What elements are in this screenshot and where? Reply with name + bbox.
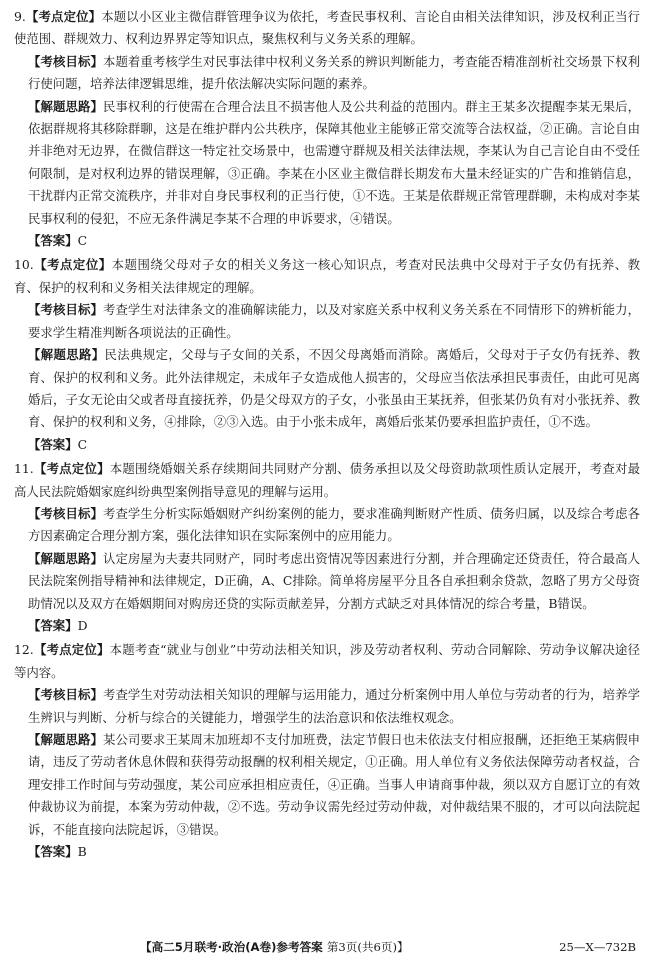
answer-value: B [77, 844, 87, 860]
section-label: 【考点定位】 [33, 461, 110, 477]
section-label: 【考核目标】 [28, 687, 103, 703]
section-text: 本题围绕婚姻关系存续期间共同财产分割、债务承担以及父母资助款项性质认定展开，考查对最高人民法院婚姻家庭纠纷典型案例指导意见的理解与运用。 [14, 461, 641, 499]
section-text: 民事权利的行使需在合理合法且不损害他人及公共利益的范围内。群主王某多次提醒李某无果后，依据群规将其移除群聊，这是在维护群内公共秩序，保障其他业主能够正常交流等合法权益，②正确。言论自由并非绝对无边界，在微信群这一特定社交场景中，也需遵守群规及相关法律法规，李某认为自己言论自由不受任何限制，是对权利边界的错误理解，③正确。李某在小区业主微信群长期发布大量未经证实的广告和推销信息，干扰群内正常交流秩序，并非对自身民事权利的正当行使，①不选。王某是依群规正常管理群聊，未构成对李某民事权利的侵犯，不应无条件满足李某不合理的申诉要求，④错误。 [28, 98, 641, 226]
explanation-paragraph [14, 458, 640, 503]
explanation-paragraph [14, 684, 640, 729]
question-number: 9. [14, 9, 26, 24]
section-text: 某公司要求王某周末加班却不支付加班费，法定节假日也未依法支付相应报酬，还拒绝王某病假申请，违反了劳动者休息休假和获得劳动报酬的权利相关规定，①正确。用人单位有义务依法保障劳动者权益，合理安排工作时间与劳动强度，某公司应承担相应责任，④正确。当事人申请商事仲裁，须以双方自愿订立的有效仲裁协议为前提，本案为劳动仲裁，②不选。劳动争议需先经过劳动仲裁，对仲裁结果不服的，才可以向法院起诉，不能直接向法院起诉，③错误。 [28, 732, 641, 837]
question-number: 10. [14, 257, 34, 273]
section-text: 考查学生对法律条文的准确解读能力，以及对家庭关系中权利义务关系在不同情形下的辨析能力，要求学生精准判断各项说法的正确性。 [28, 302, 641, 340]
footer-title-text: 【高二5月联考·政治(A卷)参考答案 [140, 940, 323, 954]
section-text: 本题考查“就业与创业”中劳动法相关知识，涉及劳动者权利、劳动合同解除、劳动争议解决途径等内容。 [14, 642, 640, 680]
answer-label: 【答案】 [28, 436, 78, 452]
footer-title [140, 936, 409, 958]
question-number: 11. [14, 461, 34, 477]
section-label: 【解题思路】 [28, 550, 103, 566]
answer-line [14, 615, 640, 637]
explanation-paragraph [14, 503, 640, 548]
section-label: 【解题思路】 [28, 98, 103, 114]
answer-document [14, 6, 640, 865]
section-label: 【考核目标】 [28, 53, 103, 69]
answer-label: 【答案】 [28, 844, 78, 860]
question-block [14, 6, 640, 252]
answer-line [14, 434, 640, 456]
explanation-paragraph [14, 729, 640, 841]
explanation-paragraph [14, 548, 640, 615]
answer-label: 【答案】 [28, 617, 78, 633]
answer-line [14, 841, 640, 863]
section-text: 考查学生对劳动法相关知识的理解与运用能力，通过分析案例中用人单位与劳动者的行为，培养学生辨识与判断、分析与综合的关键能力，增强学生的法治意识和依法维权观念。 [28, 687, 641, 725]
question-block [14, 639, 640, 863]
explanation-paragraph [14, 6, 640, 51]
section-label: 【考核目标】 [28, 302, 103, 318]
answer-value: C [77, 436, 88, 452]
section-label: 【解题思路】 [28, 732, 103, 747]
footer-code: 25—X—732B [559, 940, 636, 954]
section-text: 民法典规定，父母与子女间的关系，不因父母离婚而消除。离婚后，父母对于子女仍有抚养、教育、保护的权利和义务。此外法律规定，未成年子女造成他人损害的，父母应当依法承担民事责任，由此可见离婚后，子女无论由父或者母直接抚养，仍是父母双方的子女，小张虽由王某抚养，但张某仍负有对小张抚养、教育、保护的权利和义务，④排除，②③入选。由于小张未成年，离婚后张某仍要承担监护责任，①不选。 [28, 347, 641, 430]
section-text: 认定房屋为夫妻共同财产，同时考虑出资情况等因素进行分割，并合理确定还贷责任，符合最高人民法院案例指导精神和法律规定，D正确，A、C排除。简单将房屋平分且各自承担剩余贷款，忽略了男方父母资助情况以及双方在婚姻期间对购房还贷的实际贡献差异，分割方式缺乏对具体情况的综合考量，B错误。 [28, 550, 641, 611]
question-number: 12. [14, 642, 34, 658]
answer-value: C [77, 233, 88, 249]
section-text: 本题以小区业主微信群管理争议为依托，考查民事权利、言论自由相关法律知识，涉及权利正当行使范围、群规效力、权利边界界定等知识点，聚焦权利与义务关系的理解。 [14, 9, 641, 47]
answer-value: D [77, 617, 88, 633]
answer-line [14, 230, 640, 252]
footer-page-number: 第3页(共6页)】 [326, 940, 409, 954]
section-label: 【考核目标】 [28, 505, 103, 521]
explanation-paragraph [14, 254, 640, 299]
explanation-paragraph [14, 51, 640, 96]
section-text: 考查学生分析实际婚姻财产纠纷案例的能力，要求准确判断财产性质、债务归属，以及综合考虑各方因素确定合理分割方案，强化法律知识在实际案例中的应用能力。 [28, 505, 641, 544]
question-block [14, 254, 640, 456]
section-label: 【考点定位】 [33, 642, 110, 658]
explanation-paragraph [14, 344, 640, 434]
explanation-paragraph [14, 299, 640, 344]
answer-label: 【答案】 [28, 233, 78, 249]
explanation-paragraph [14, 639, 640, 684]
page-footer [0, 936, 648, 958]
section-label: 【考点定位】 [33, 257, 112, 273]
section-text: 本题围绕父母对子女的相关义务这一核心知识点，考查对民法典中父母对于子女仍有抚养、教育、保护的权利和义务相关法律规定的理解。 [14, 257, 641, 295]
section-label: 【考点定位】 [25, 9, 102, 24]
explanation-paragraph [14, 96, 640, 230]
section-label: 【解题思路】 [28, 347, 105, 363]
section-text: 本题着重考核学生对民事法律中权利义务关系的辨识判断能力，考查能否精准剖析社交场景下权利行使问题，培养法律逻辑思维，提升依法解决实际问题的素养。 [28, 53, 641, 92]
question-block [14, 458, 640, 637]
